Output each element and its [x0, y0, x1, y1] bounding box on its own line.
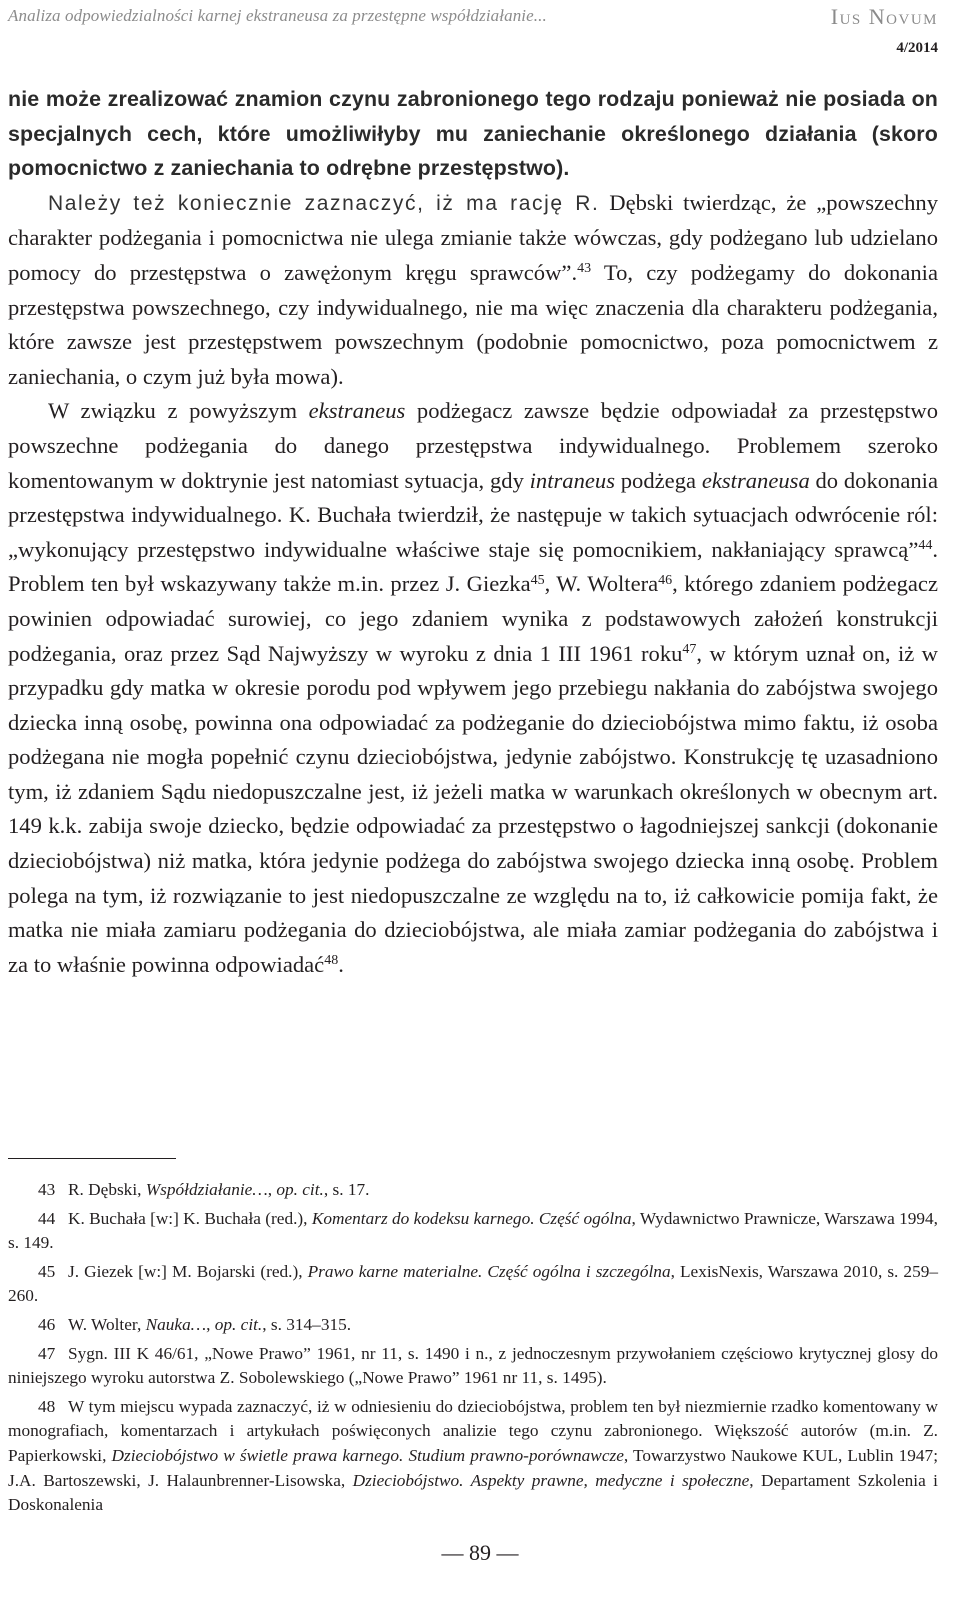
footnote-ref-46[interactable]: 46: [658, 572, 673, 588]
footnote-ref-48[interactable]: 48: [324, 953, 339, 969]
paragraph-3: W związku z powyższym ekstraneus podżegacz zawsze będzie odpowiadał za przestępstwo powszechne podżegania do danego przestępstwa indywidualnego. Problemem szeroko komentowanym w doktrynie jest natomiast sytuacja, gdy intraneus podżega ekstraneusa do dokonania przestępstwa indywidualnego. K. Buchała twierdził, że następuje w takich sytuacjach odwrócenie ról: „wykonujący przestępstwo indywidualne właściwe staje się pomocnikiem, nakłaniający sprawcą”$^{44}$. Problem ten był wskazywany także m.in. przez J. Giezka$^{45}$, W. Woltera$^{46}$, którego zdaniem podżegacz powinien odpowiadać surowiej, co jego zdaniem wynika z podstawowych założeń konstrukcji podżegania, oraz przez Sąd Najwyższy w wyroku z dnia 1 III 1961 roku$^{47}$, w którym uznał on, iż w przypadku gdy matka w okresie porodu pod wpływem jego przebiegu nakłania do zabójstwa swojego dziecka inną osobę, powinna ona odpowiadać za podżeganie do dzieciobójstwa mimo faktu, iż osoba podżegana nie mogła popełnić czynu dzieciobójstwa, jedynie zabójstwo. Konstrukcję tę uzasadniono tym, iż zdaniem Sądu niedopuszczalne jest, iż jeżeli matka w warunkach określonych w obecnym art. 149 k.k. zabija swoje dziecko, będzie odpowiadać za przestępstwo o łagodniejszej sankcji (dokonanie dzieciobójstwa) niż matka, która jedynie podżega do zabójstwa swojego dziecka inną osobę. Problem polega na tym, iż rozwiązanie to jest niedopuszczalne ze względu na to, iż całkowicie pomija fakt, że matka nie miała zamiaru podżegania do dzieciobójstwa, ale miała zamiar podżegania do zabójstwa i za to właśnie powinna odpowiadać$^{48}$.: [8, 398, 938, 977]
footnotes: [8, 1178, 938, 1522]
footnote-43: 43 R. Dębski, Współdziałanie…, op. cit., s. 17.: [38, 1180, 370, 1199]
footnote-45: 45 J. Giezek [w:] M. Bojarski (red.), Prawo karne materialne. Część ogólna i szczególna, LexisNexis, Warszawa 2010, s. 259–260.: [8, 1261, 938, 1306]
paragraph-2: Należy też koniecznie zaznaczyć, iż ma rację R. Dębski twierdząc, że „powszechny charakter podżegania i pomocnictwa nie ulega zmianie także wówczas, gdy podżegano lub udzielano pomocy do przestępstwa o zawężonym kręgu sprawców”.$^{43}$ To, czy podżegamy do dokonania przestępstwa powszechnego, czy indywidualnego, nie ma więc znaczenia dla charakteru podżegania, które zawsze jest przestępstwem powszechnym (podobnie pomocnictwo, poza pomocnictwem z zaniechania, o czym już była mowa).: [8, 189, 938, 389]
footnote-44: 44 K. Buchała [w:] K. Buchała (red.), Komentarz do kodeksu karnego. Część ogólna, Wydawnictwo Prawnicze, Warszawa 1994, s. 149.: [8, 1208, 938, 1253]
footnote-ref-47[interactable]: 47: [682, 641, 697, 657]
footnote-47: 47 Sygn. III K 46/61, „Nowe Prawo” 1961, nr 11, s. 1490 i n., z jednoczesnym przywołaniem częściowo krytycznej glosy do niniejszego wyroku autorstwa Z. Sobolewskiego („Nowe Prawo” 1961 nr 11, s. 1495).: [8, 1343, 938, 1388]
paragraph-continuation: nie może zrealizować znamion czynu zabronionego tego rodzaju ponieważ nie posiada on specjalnych cech, które umożliwiłyby mu zaniechanie określonego działania (skoro pomocnictwo z zaniechania to odrębne przestępstwo).: [8, 87, 938, 181]
footnote-46: 46 W. Wolter, Nauka…, op. cit., s. 314–315.: [38, 1314, 352, 1334]
footnote-separator: [8, 1158, 176, 1159]
page-number: — 89 —: [441, 1540, 519, 1565]
running-title: Analiza odpowiedzialności karnej ekstraneusa za przestępne współdziałanie...: [8, 6, 547, 25]
article-body: [8, 82, 938, 982]
running-header: [8, 6, 938, 32]
footnote-ref-45[interactable]: 45: [530, 572, 545, 588]
footnote-ref-43[interactable]: 43: [577, 261, 592, 277]
footnote-48: 48 W tym miejscu wypada zaznaczyć, iż w odniesieniu do dzieciobójstwa, problem ten był niezmiernie rzadko komentowany w monografiach, komentarzach i artykułach poświęconych analizie tego czynu zabronionego. Większość autorów (m.in. Z. Papierkowski, Dzieciobójstwo w świetle prawa karnego. Studium prawno-porównawcze, Towarzystwo Naukowe KUL, Lublin 1947; J.A. Bartoszewski, J. Halaunbrenner-Lisowska, Dzieciobójstwo. Aspekty prawne, medyczne i społeczne, Departament Szkolenia i Doskonalenia: [8, 1396, 938, 1515]
issue-number: 4/2014: [896, 40, 938, 56]
journal-name: Ius Novum: [830, 4, 938, 29]
footnote-ref-44[interactable]: 44: [918, 538, 933, 554]
